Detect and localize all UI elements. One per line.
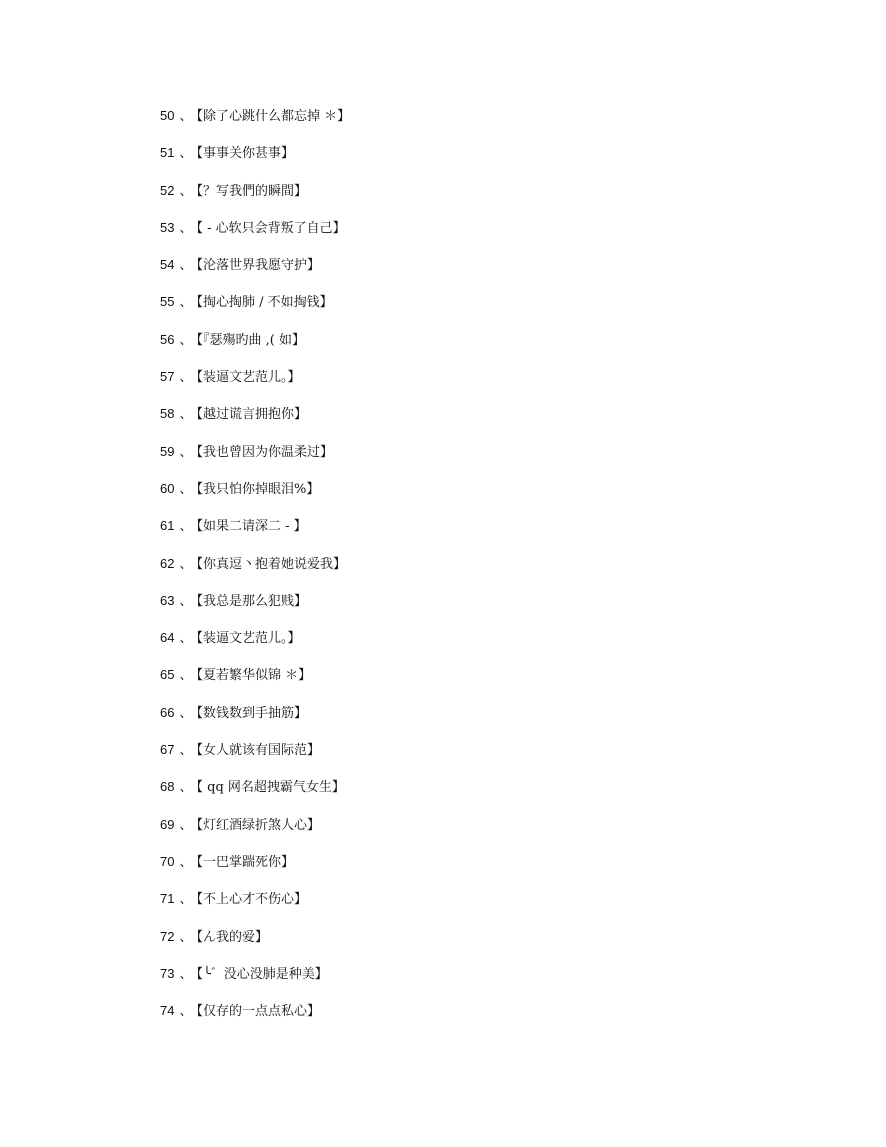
item-separator: 、	[179, 331, 193, 347]
item-number: 60	[160, 480, 175, 496]
item-number: 74	[160, 1003, 175, 1019]
item-number: 57	[160, 369, 175, 385]
item-number: 71	[160, 891, 175, 907]
item-text: 【越过谎言拥抱你】	[196, 407, 307, 423]
list-item	[160, 667, 800, 704]
item-number: 66	[160, 704, 175, 720]
item-separator: 、	[179, 1003, 193, 1019]
item-text: 【装逼文艺范儿。】	[196, 631, 301, 647]
item-text: 【不上心才不伤心】	[196, 892, 307, 908]
item-separator: 、	[179, 704, 193, 720]
list-item	[160, 593, 800, 630]
item-separator: 、	[179, 779, 193, 795]
list-item	[160, 556, 800, 593]
list-item	[160, 444, 800, 481]
item-number: 68	[160, 779, 175, 795]
item-number: 62	[160, 555, 175, 571]
list-item	[160, 481, 800, 518]
item-text: 【╰゛没心没肺是种美】	[196, 966, 328, 982]
item-separator: 、	[179, 630, 193, 646]
item-text: 【仅存的一点点私心】	[196, 1004, 320, 1020]
list-item	[160, 779, 800, 816]
item-number: 59	[160, 443, 175, 459]
item-separator: 、	[179, 928, 193, 944]
list-item	[160, 817, 800, 854]
item-separator: 、	[179, 667, 193, 683]
item-number: 69	[160, 816, 175, 832]
list-item	[160, 108, 800, 145]
list-item	[160, 183, 800, 220]
list-item	[160, 630, 800, 667]
item-number: 65	[160, 667, 175, 683]
item-separator: 、	[179, 518, 193, 534]
item-separator: 、	[179, 443, 193, 459]
item-text: 【事事关你甚事】	[196, 146, 294, 162]
item-text: 【ん我的爱】	[196, 929, 268, 945]
item-separator: 、	[179, 853, 193, 869]
list-item	[160, 257, 800, 294]
item-text: 【 - 心软只会背叛了自己】	[196, 220, 346, 236]
list-item	[160, 966, 800, 1003]
list-item	[160, 705, 800, 742]
item-text: 【你真逗丶抱着她说爱我】	[196, 556, 346, 572]
item-separator: 、	[179, 294, 193, 310]
item-separator: 、	[179, 182, 193, 198]
item-separator: 、	[179, 406, 193, 422]
item-number: 51	[160, 145, 175, 161]
item-number: 55	[160, 294, 175, 310]
item-separator: 、	[179, 592, 193, 608]
list-item	[160, 406, 800, 443]
item-separator: 、	[179, 555, 193, 571]
item-separator: 、	[179, 257, 193, 273]
list-item	[160, 929, 800, 966]
list-item	[160, 1003, 800, 1040]
item-text: 【装逼文艺范儿。】	[196, 370, 301, 386]
item-number: 72	[160, 928, 175, 944]
list-item	[160, 369, 800, 406]
item-number: 73	[160, 965, 175, 981]
item-text: 【除了心跳什么都忘掉 ＊】	[196, 109, 351, 124]
list-item	[160, 742, 800, 779]
item-text: 【一巴掌踹死你】	[196, 854, 294, 870]
list-item	[160, 145, 800, 182]
item-separator: 、	[179, 219, 193, 235]
item-text: 【？写我們的瞬間】	[196, 183, 307, 199]
list-item	[160, 332, 800, 369]
item-text: 【女人就该有国际范】	[196, 743, 320, 759]
item-text: 【灯红酒绿折煞人心】	[196, 817, 320, 833]
item-number: 56	[160, 331, 175, 347]
item-text: 【我只怕你掉眼泪%】	[196, 481, 320, 497]
item-separator: 、	[179, 108, 193, 123]
list-item	[160, 854, 800, 891]
item-text: 【沦落世界我愿守护】	[196, 258, 320, 274]
item-number: 52	[160, 182, 175, 198]
item-separator: 、	[179, 369, 193, 385]
nickname-list	[160, 108, 800, 1040]
item-separator: 、	[179, 145, 193, 161]
list-item	[160, 294, 800, 331]
item-text: 【我也曾因为你温柔过】	[196, 444, 333, 460]
item-separator: 、	[179, 965, 193, 981]
item-number: 58	[160, 406, 175, 422]
item-number: 61	[160, 518, 175, 534]
item-text: 【如果二请深二 - 】	[196, 519, 307, 535]
item-separator: 、	[179, 742, 193, 758]
item-separator: 、	[179, 891, 193, 907]
item-text: 【我总是那么犯贱】	[196, 593, 307, 609]
item-number: 67	[160, 742, 175, 758]
item-text: 【掏心掏肺 / 不如掏钱】	[196, 295, 333, 311]
item-number: 53	[160, 219, 175, 235]
list-item	[160, 220, 800, 257]
item-separator: 、	[179, 816, 193, 832]
list-item	[160, 891, 800, 928]
item-number: 70	[160, 853, 175, 869]
item-text: 【『瑟殤旳曲 ,( 如】	[196, 332, 305, 348]
item-number: 64	[160, 630, 175, 646]
item-text: 【夏若繁华似锦 ＊】	[196, 668, 312, 684]
item-number: 63	[160, 592, 175, 608]
item-number: 54	[160, 257, 175, 273]
item-number: 50	[160, 108, 175, 123]
item-text: 【 qq 网名超拽霸气女生】	[196, 780, 345, 796]
item-text: 【数钱数到手抽筋】	[196, 705, 307, 721]
list-item	[160, 518, 800, 555]
item-separator: 、	[179, 480, 193, 496]
